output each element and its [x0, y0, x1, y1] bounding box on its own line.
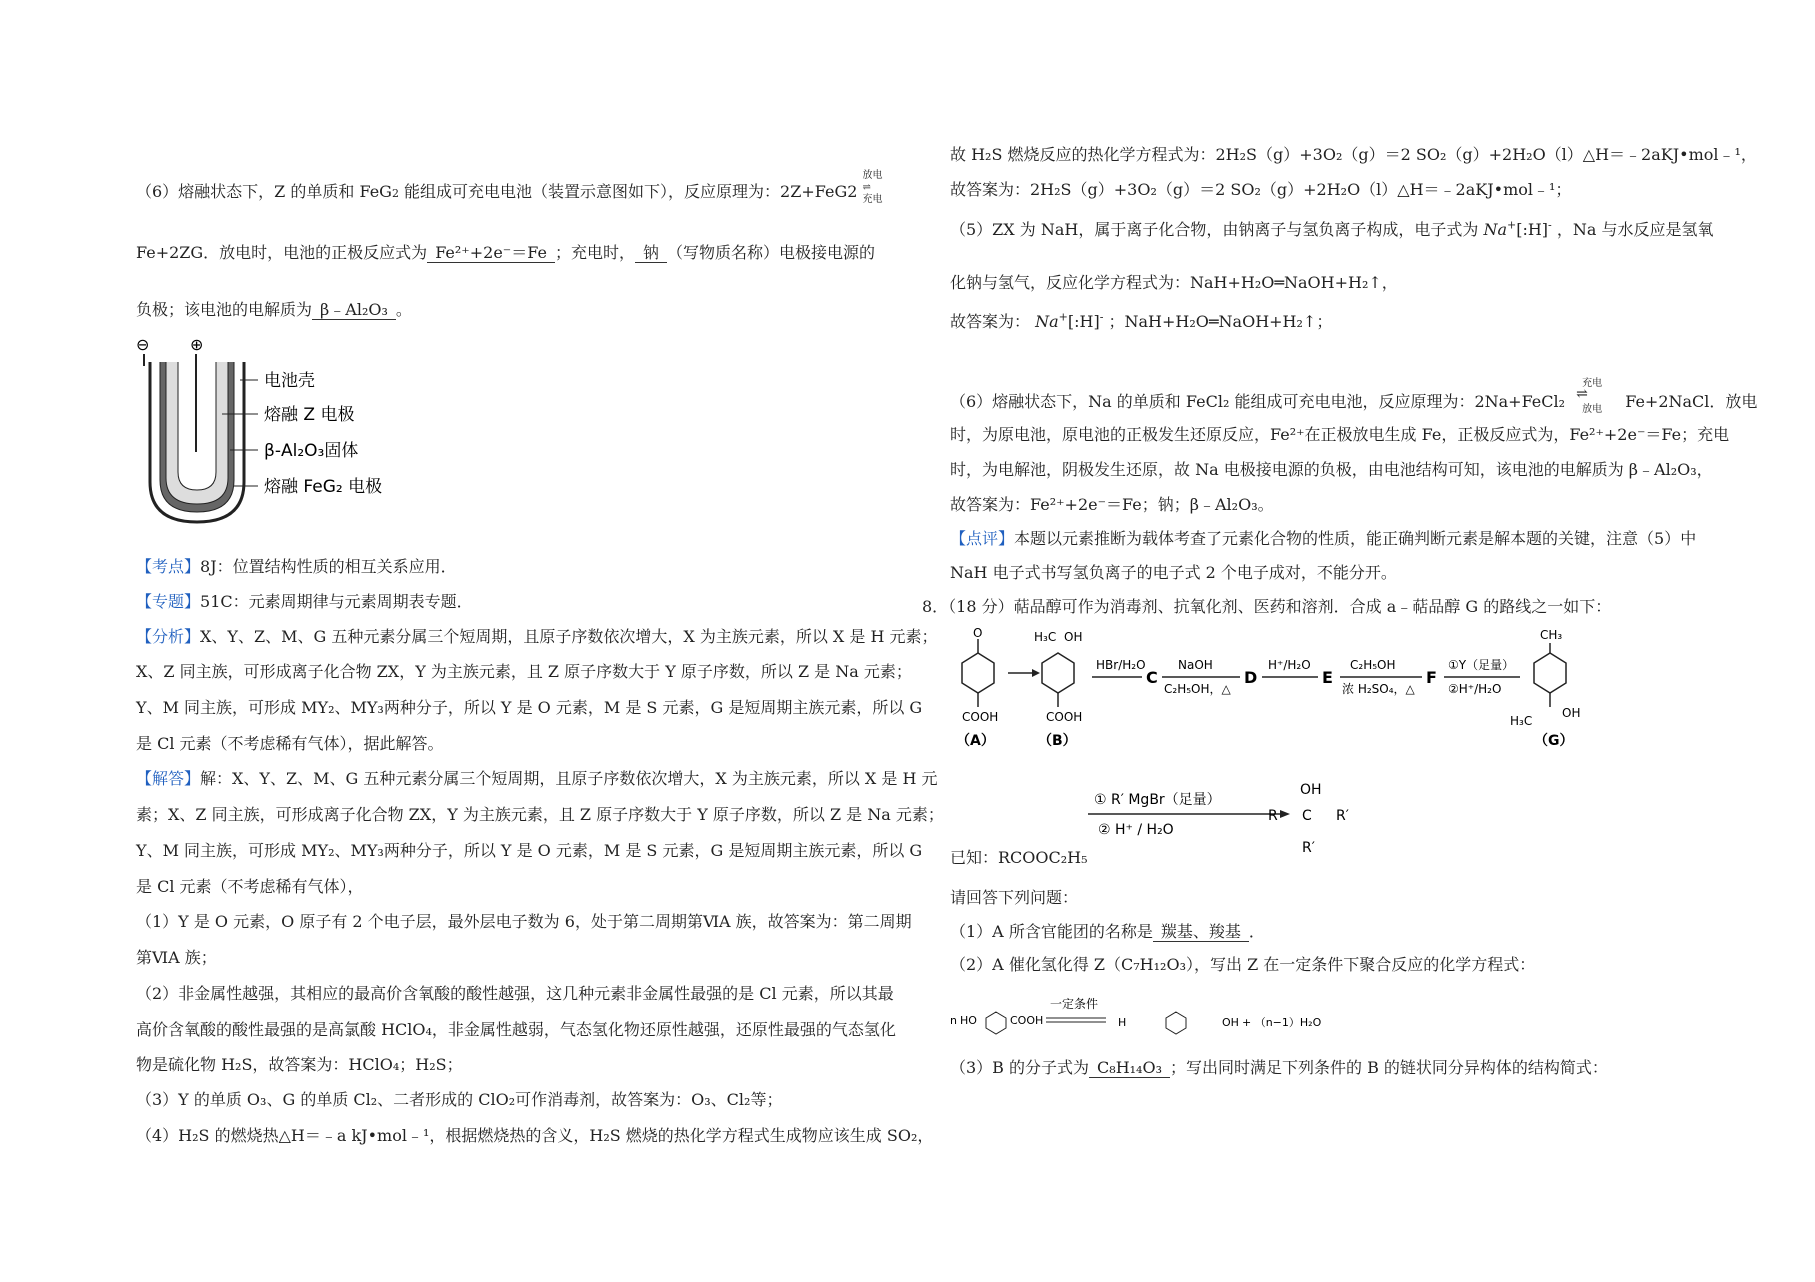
p2-line2: 高价含氧酸的酸性最强的是高氯酸 HClO₄，非金属性越弱，气态氢化物还原性越强，还原性最强的气态氢化: [136, 1020, 896, 1039]
structure-b: [1034, 630, 1082, 749]
svg-text:H₃C: H₃C: [1034, 630, 1057, 644]
reversible-arrow-2: 充电 ⇌ 放电: [1576, 378, 1603, 415]
svg-text:R: R: [1268, 808, 1278, 824]
svg-text:C₂H₅OH，△: C₂H₅OH，△: [1164, 682, 1231, 696]
fenxi-line1: 【分析】X、Y、Z、M、G 五种元素分属三个短周期，且原子序数依次增大，X 为主族元素，所以 X 是 H 元素；: [136, 627, 938, 646]
answer-blank: 钠: [635, 244, 667, 263]
svg-text:⊕: ⊕: [190, 335, 204, 354]
answer-blank: β﹣Al₂O₃: [312, 301, 396, 320]
svg-text:①Y（足量）: ①Y（足量）: [1448, 658, 1515, 672]
q6-line3: 负极；该电池的电解质为 β﹣Al₂O₃ 。: [136, 300, 412, 319]
svg-text:E: E: [1322, 668, 1333, 687]
kaodian: 【考点】8J：位置结构性质的相互关系应用．: [136, 557, 457, 576]
p1-line1: （1）Y 是 O 元素，O 原子有 2 个电子层，最外层电子数为 6，处于第二周期第ⅥA 族，故答案为：第二周期: [136, 912, 912, 931]
svg-text:① R′ MgBr（足量）: ① R′ MgBr（足量）: [1094, 792, 1221, 808]
svg-text:NaOH: NaOH: [1178, 658, 1213, 672]
svg-text:H⁺/H₂O: H⁺/H₂O: [1268, 658, 1311, 672]
reversible-arrow: 放电 ⇌ 充电: [862, 170, 883, 205]
svg-text:（G）: （G）: [1534, 733, 1574, 749]
svg-text:COOH: COOH: [1046, 710, 1083, 724]
svg-text:电池壳: 电池壳: [264, 371, 315, 391]
svg-text:R′: R′: [1302, 840, 1315, 856]
p1-line2: 第ⅥA 族；: [136, 948, 217, 967]
synthesis-scheme: [950, 625, 1815, 755]
fenxi-line4: 是 Cl 元素（不考虑稀有气体），据此解答。: [136, 734, 444, 753]
svg-text:F: F: [1426, 668, 1437, 687]
svg-text:HBr/H₂O: HBr/H₂O: [1096, 658, 1146, 672]
svg-text:熔融 FeG₂ 电极: 熔融 FeG₂ 电极: [264, 477, 383, 497]
svg-text:② H⁺ / H₂O: ② H⁺ / H₂O: [1098, 822, 1174, 838]
answer-blank: 羰基、羧基: [1153, 923, 1249, 942]
r-line6: （6）熔融状态下，Na 的单质和 FeCl₂ 能组成可充电电池，反应原理为：2Na+FeCl₂ 充电 ⇌ 放电 Fe+2NaCl．放电: [950, 385, 1757, 425]
structure-a: [956, 626, 998, 749]
battery-diagram: [130, 332, 400, 532]
q6-line2: Fe+2ZG．放电时，电池的正极反应式为 Fe²⁺+2e⁻＝Fe ；充电时， 钠 （写物质名称）电极接电源的: [136, 243, 875, 262]
fenxi-line3: Y、M 同主族，可形成 MY₂、MY₃两种分子，所以 Y 是 O 元素，M 是 S 元素，G 是短周期主族元素，所以 G: [136, 698, 923, 717]
a3-line: （3）B 的分子式为 C₈H₁₄O₃ ；写出同时满足下列条件的 B 的链状同分异构体的结构简式：: [950, 1058, 1608, 1077]
svg-text:D: D: [1244, 668, 1258, 687]
jieda-line3: Y、M 同主族，可形成 MY₂、MY₃两种分子，所以 Y 是 O 元素，M 是 S 元素，G 是短周期主族元素，所以 G: [136, 841, 923, 860]
svg-text:C₂H₅OH: C₂H₅OH: [1350, 658, 1396, 672]
svg-text:R′: R′: [1336, 808, 1349, 824]
svg-text:一定条件: 一定条件: [1050, 997, 1099, 1011]
jieda-line4: 是 Cl 元素（不考虑稀有气体），: [136, 877, 364, 896]
jieda-line1: 【解答】解：X、Y、Z、M、G 五种元素分属三个短周期，且原子序数依次增大，X 为主族元素，所以 X 是 H 元: [136, 769, 938, 788]
svg-text:OH: OH: [1562, 706, 1581, 720]
zhuanti: 【专题】51C：元素周期律与元素周期表专题．: [136, 592, 473, 611]
p2-line1: （2）非金属性越强，其相应的最高价含氧酸的酸性越强，这几种元素非金属性最强的是 Cl 元素，所以其最: [136, 984, 894, 1003]
p3-line1: （3）Y 的单质 O₃、G 的单质 Cl₂、二者形成的 ClO₂可作消毒剂，故答案为：O₃、Cl₂等；: [136, 1090, 783, 1109]
svg-text:CH₃: CH₃: [1540, 628, 1563, 642]
r-line8: 时，为电解池，阴极发生还原，故 Na 电极接电源的负极，由电池结构可知，该电池的电解质为 β﹣Al₂O₃，: [950, 460, 1713, 479]
a2-line: （2）A 催化氢化得 Z（C₇H₁₂O₃），写出 Z 在一定条件下聚合反应的化学方程式：: [950, 955, 1536, 974]
svg-text:+ （n−1）H₂O: + （n−1）H₂O: [1242, 1016, 1322, 1029]
svg-text:H: H: [1118, 1016, 1127, 1029]
r-line1: 故 H₂S 燃烧反应的热化学方程式为：2H₂S（g）+3O₂（g）＝2 SO₂（g）+2H₂O（l）△H＝﹣2aKJ•mol﹣¹，: [950, 145, 1757, 164]
svg-text:H₃C: H₃C: [1510, 714, 1533, 728]
dianping-line2: NaH 电子式书写氢负离子的电子式 2 个电子成对，不能分开。: [950, 563, 1397, 582]
svg-text:COOH: COOH: [1010, 1014, 1044, 1027]
electron-formula-2: Na+[:H]-: [1035, 310, 1104, 331]
svg-text:HO: HO: [960, 1014, 977, 1027]
r-line3: （5）ZX 为 NaH，属于离子化合物，由钠离子与氢负离子构成，电子式为 Na+[:H]- ，Na 与水反应是氢氧: [950, 218, 1714, 239]
svg-text:C: C: [1146, 668, 1158, 687]
svg-text:O: O: [973, 626, 983, 640]
svg-text:（A）: （A）: [956, 733, 995, 749]
svg-text:β-Al₂O₃固体: β-Al₂O₃固体: [264, 441, 359, 461]
r-line7: 时，为原电池，原电池的正极发生还原反应，Fe²⁺在正极放电生成 Fe，正极反应式为，Fe²⁺+2e⁻＝Fe；充电: [950, 425, 1730, 444]
p2-line3: 物是硫化物 H₂S，故答案为：HClO₄；H₂S；: [136, 1055, 463, 1074]
svg-text:COOH: COOH: [962, 710, 999, 724]
svg-text:（B）: （B）: [1038, 733, 1077, 749]
electron-formula: Na+[:H]-: [1483, 218, 1552, 239]
r-line5: 故答案为： Na+[:H]- ；NaH+H₂O═NaOH+H₂↑；: [950, 310, 1333, 331]
svg-text:OH: OH: [1064, 630, 1083, 644]
svg-text:浓 H₂SO₄，△: 浓 H₂SO₄，△: [1342, 682, 1415, 696]
svg-text:②H⁺/H₂O: ②H⁺/H₂O: [1448, 682, 1502, 696]
jieda-line2: 素；X、Z 同主族，可形成离子化合物 ZX，Y 为主族元素，且 Z 原子序数大于 Y 原子序数，所以 Z 是 Na 元素；: [136, 805, 944, 824]
known-prefix: 已知：RCOOC₂H₅: [950, 848, 1088, 867]
q6-line1: （6）熔融状态下，Z 的单质和 FeG2 能组成可充电电池（装置示意图如下），反应原理为：2Z+FeG2 放电 ⇌ 充电: [136, 175, 891, 215]
svg-text:熔融 Z 电极: 熔融 Z 电极: [264, 405, 355, 425]
structure-g: [1510, 628, 1580, 749]
svg-text:C: C: [1302, 808, 1312, 824]
svg-text:OH: OH: [1300, 782, 1322, 798]
p4-line1: （4）H₂S 的燃烧热△H＝﹣a kJ•mol﹣¹，根据燃烧热的含义，H₂S 燃烧的热化学方程式生成物应该生成 SO₂，: [136, 1126, 934, 1145]
q8-title: 8．（18 分）萜品醇可作为消毒剂、抗氧化剂、医药和溶剂．合成 a﹣萜品醇 G 的路线之一如下：: [922, 597, 1612, 616]
r-line9: 故答案为：Fe²⁺+2e⁻＝Fe；钠；β﹣Al₂O₃。: [950, 495, 1274, 514]
r-line4: 化钠与氢气，反应化学方程式为：NaH+H₂O═NaOH+H₂↑，: [950, 273, 1398, 292]
dianping-line1: 【点评】本题以元素推断为载体考查了元素化合物的性质，能正确判断元素是解本题的关键，注意（5）中: [950, 529, 1697, 548]
answer-blank: C₈H₁₄O₃: [1089, 1059, 1170, 1078]
ask-line: 请回答下列问题：: [950, 888, 1079, 907]
svg-text:OH: OH: [1222, 1016, 1239, 1029]
polymerization-equation: [950, 992, 1350, 1042]
svg-text:n: n: [950, 1014, 957, 1027]
fenxi-line2: X、Z 同主族，可形成离子化合物 ZX，Y 为主族元素，且 Z 原子序数大于 Y 原子序数，所以 Z 是 Na 元素；: [136, 662, 912, 681]
a1-line: （1）A 所含官能团的名称是 羰基、羧基 ．: [950, 922, 1265, 941]
answer-blank: Fe²⁺+2e⁻＝Fe: [427, 244, 555, 263]
svg-text:⊖: ⊖: [136, 335, 150, 354]
r-line2: 故答案为：2H₂S（g）+3O₂（g）＝2 SO₂（g）+2H₂O（l）△H＝﹣2aKJ•mol﹣¹；: [950, 180, 1572, 199]
